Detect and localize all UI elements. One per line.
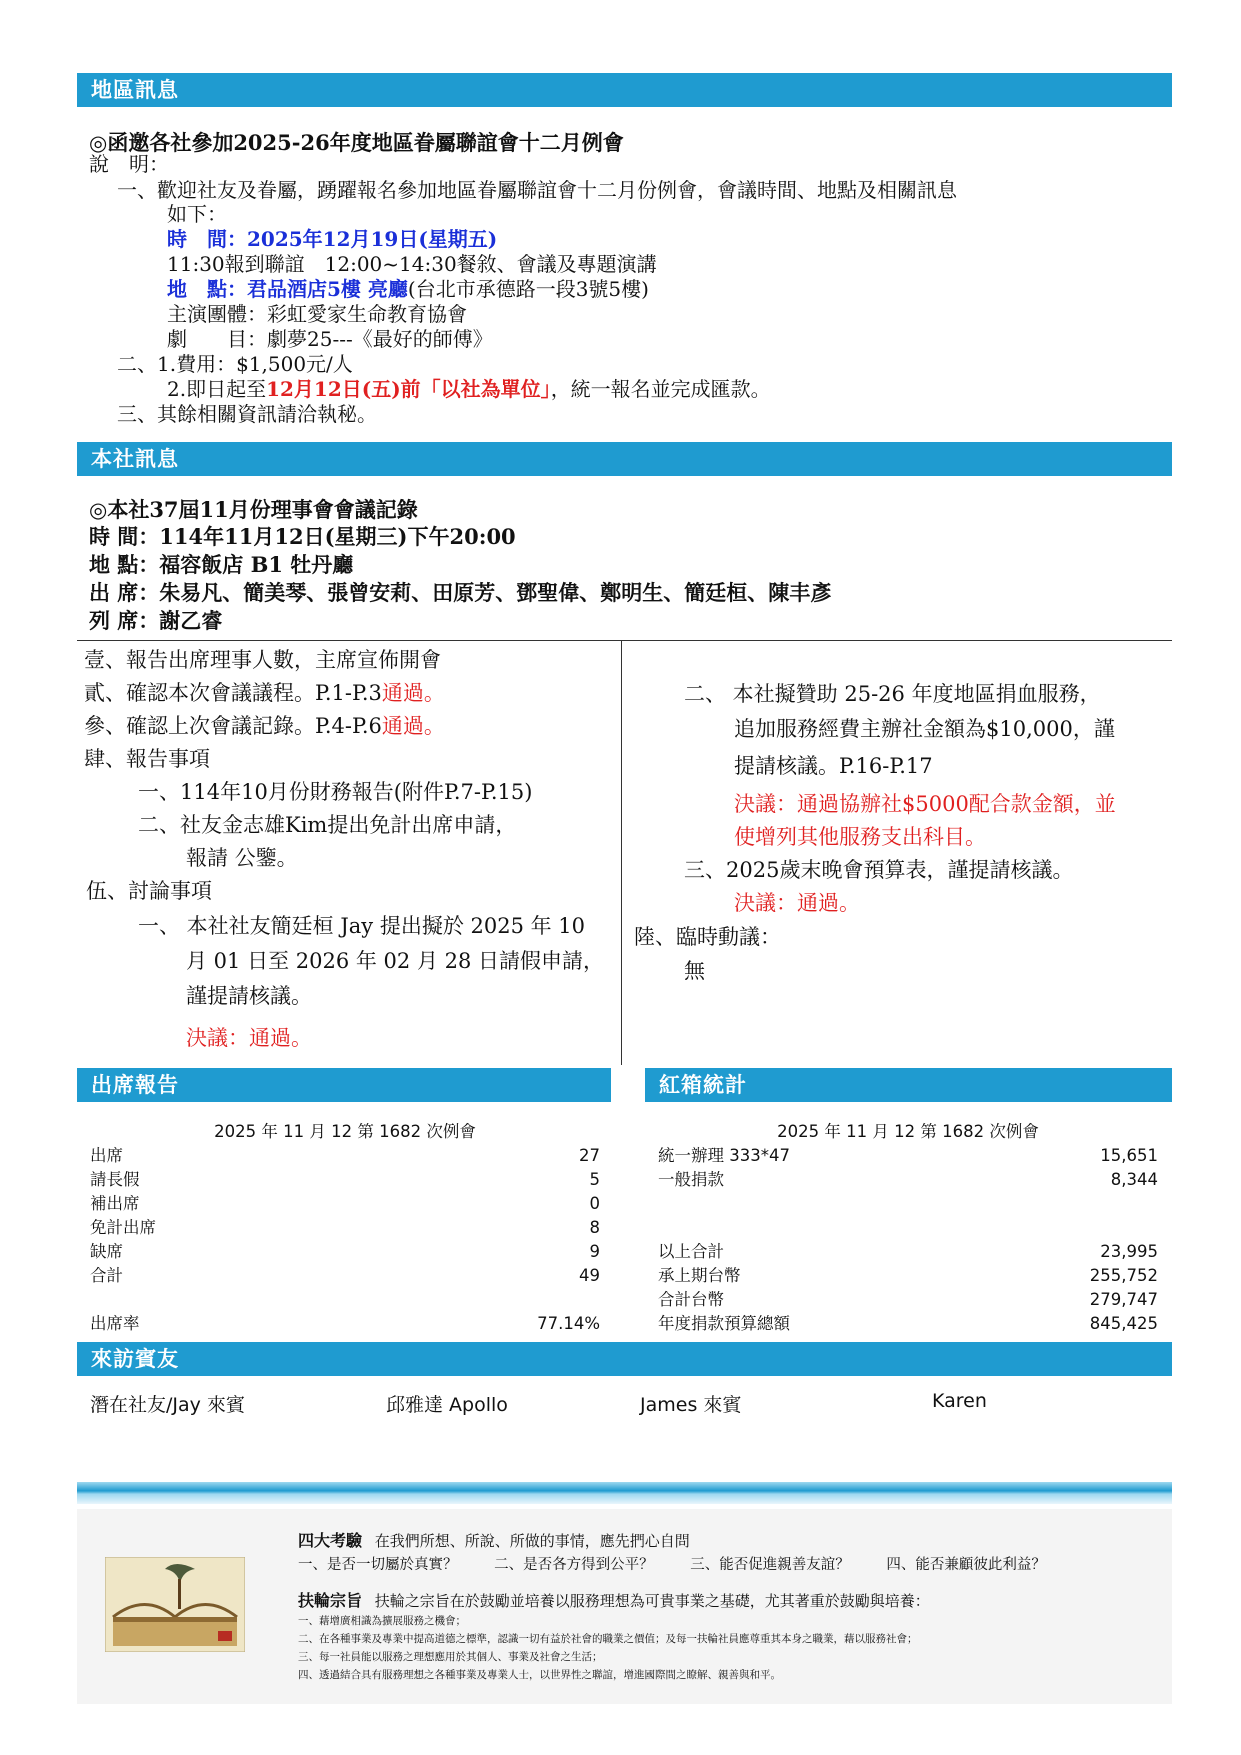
test-question: 三、能否促進親善友誼？ (690, 1557, 850, 1573)
attendance-row (90, 1168, 600, 1192)
row-label: 缺席 (90, 1242, 123, 1261)
redbox-row (658, 1168, 1158, 1192)
minutes-item-1: 壹、報告出席理事人數，主席宣佈開會 (84, 648, 441, 672)
row-label: 補出席 (90, 1194, 140, 1213)
four-way-test-line (298, 1528, 690, 1551)
redbox-row (658, 1288, 1158, 1312)
visitor-2: 邱雅達 Apollo (386, 1394, 508, 1416)
exemption-request-2: 報請 公鑒。 (186, 846, 298, 870)
blood-donation-item-2: 追加服務經費主辦社金額為$10,000，謹 (734, 717, 1115, 741)
meeting-venue (167, 276, 649, 302)
row-value: 77.14% (537, 1314, 600, 1333)
district-other: 三、其餘相關資訊請洽執秘。 (117, 402, 377, 426)
test-question: 二、是否各方得到公平？ (494, 1557, 654, 1573)
row-label: 出席 (90, 1146, 123, 1165)
observers: 列 席：謝乙睿 (89, 608, 223, 633)
troupe: 主演團體：彩虹愛家生命教育協會 (167, 302, 467, 326)
leave-resolution: 決議：通過。 (186, 1026, 312, 1050)
four-way-test-title: 四大考驗 (298, 1531, 363, 1550)
row-value: 0 (589, 1194, 600, 1213)
minutes-column-divider (621, 640, 622, 1065)
extempore-none: 無 (684, 959, 705, 983)
row-value: 15,651 (1100, 1146, 1158, 1165)
exemption-request: 二、社友金志雄Kim提出免計出席申請， (138, 813, 517, 837)
row-value: 27 (579, 1146, 600, 1165)
redbox-header: 紅箱統計 (645, 1068, 1172, 1102)
row-label: 以上合計 (658, 1242, 724, 1261)
redbox-row (658, 1264, 1158, 1288)
redbox-subtitle: 2025 年 11 月 12 第 1682 次例會 (777, 1122, 1039, 1141)
minutes-item-5: 伍、討論事項 (86, 879, 212, 903)
minutes-item-3-text: 參、確認上次會議記錄。P.4-P.6 (84, 714, 382, 738)
rotary-object-desc: 扶輪之宗旨在於鼓勵並培養以服務理想為可貴事業之基礎，尤其著重於鼓勵與培養： (374, 1592, 930, 1610)
redbox-row (658, 1240, 1158, 1264)
attendance-row (90, 1192, 600, 1216)
attendance-row (90, 1240, 600, 1264)
explain-label: 說 明： (89, 152, 169, 176)
footer-decorative-bar (77, 1482, 1172, 1504)
redbox-row (658, 1312, 1158, 1336)
row-value: 23,995 (1100, 1242, 1158, 1261)
blood-donation-resolution: 決議：通過協辦社$5000配合款金額，並 (734, 792, 1116, 816)
minutes-item-4: 肆、報告事項 (84, 747, 210, 771)
visitor-1: 潛在社友/Jay 來賓 (90, 1394, 245, 1416)
deadline-post: ，統一報名並完成匯款。 (550, 377, 771, 401)
row-label: 一般捐款 (658, 1170, 724, 1189)
deadline-date: 12月12日(五)前「以社為單位」 (266, 377, 551, 401)
district-section-header: 地區訊息 (77, 73, 1172, 107)
extempore-motions: 陸、臨時動議： (634, 925, 781, 949)
district-line1b: 如下： (167, 202, 227, 226)
visitor-3: James 來賓 (640, 1394, 742, 1416)
minutes-item-3 (84, 710, 445, 743)
meeting-time-detail: 11:30報到聯誼 12:00~14:30餐敘、會議及專題演講 (167, 252, 657, 276)
rotary-object-item: 一、藉增廣相識為擴展服務之機會； (298, 1615, 466, 1627)
attendance-row (90, 1144, 600, 1168)
rotary-object-title: 扶輪宗旨 (298, 1591, 363, 1610)
deadline-pre: 2.即日起至 (167, 377, 267, 401)
blood-donation-resolution-2: 使增列其他服務支出科目。 (734, 825, 986, 849)
blood-donation-item-3: 提請核議。P.16-P.17 (734, 754, 933, 778)
row-label: 免計出席 (90, 1218, 156, 1237)
year-end-party-resolution: 決議：通過。 (734, 891, 860, 915)
row-label: 承上期台幣 (658, 1266, 741, 1285)
attendance-row (90, 1216, 600, 1240)
row-value: 5 (589, 1170, 600, 1189)
row-value: 49 (579, 1266, 600, 1285)
leave-request-2: 月 01 日至 2026 年 02 月 28 日請假申請， (186, 949, 605, 973)
row-value: 279,747 (1089, 1290, 1158, 1309)
attendees: 出 席：朱易凡、簡美琴、張曾安莉、田原芳、鄧聖偉、鄭明生、簡廷桓、陳丰彥 (89, 580, 832, 605)
row-label: 合計 (90, 1266, 123, 1285)
row-label: 年度捐款預算總額 (658, 1314, 790, 1333)
four-way-test-questions (298, 1553, 1046, 1574)
minutes-item-3-result: 通過。 (381, 714, 445, 738)
footer-illustration (105, 1557, 245, 1652)
blood-donation-item: 二、 本社擬贊助 25-26 年度地區捐血服務， (684, 682, 1101, 706)
attendance-row (90, 1264, 600, 1288)
redbox-table (658, 1116, 1158, 1336)
club-section-header: 本社訊息 (77, 442, 1172, 476)
row-label: 出席率 (90, 1314, 140, 1333)
district-line1: 一、歡迎社友及眷屬，踴躍報名參加地區眷屬聯誼會十二月份例會，會議時間、地點及相關訊息 (117, 178, 957, 202)
visitors-header: 來訪賓友 (77, 1342, 1172, 1376)
redbox-row (658, 1144, 1158, 1168)
fee: 二、1.費用：$1,500元/人 (117, 352, 353, 376)
row-value: 8,344 (1110, 1170, 1158, 1189)
attendance-subtitle: 2025 年 11 月 12 第 1682 次例會 (214, 1122, 476, 1141)
leave-request: 一、 本社社友簡廷桓 Jay 提出擬於 2025 年 10 (138, 914, 586, 938)
meeting-time: 時 間：2025年12月19日(星期五) (167, 227, 498, 251)
minutes-item-2-text: 貳、確認本次會議議程。P.1-P.3 (84, 681, 382, 705)
minutes-item-2 (84, 677, 445, 710)
attendance-header: 出席報告 (77, 1068, 611, 1102)
row-label: 請長假 (90, 1170, 140, 1189)
play-title: 劇 目：劇夢25---《最好的師傅》 (167, 327, 493, 351)
row-label: 合計台幣 (658, 1290, 724, 1309)
venue-name: 地 點：君品酒店5樓 亮廳 (167, 277, 408, 301)
year-end-party-item: 三、2025歲末晚會預算表，謹提請核議。 (684, 858, 1074, 882)
finance-report: 一、114年10月份財務報告(附件P.7-P.15) (138, 780, 533, 804)
test-question: 一、是否一切屬於真實？ (298, 1557, 458, 1573)
attendance-table (90, 1116, 600, 1336)
row-value: 8 (589, 1218, 600, 1237)
rotary-object-item: 三、每一社員能以服務之理想應用於其個人、事業及社會之生活； (298, 1651, 603, 1663)
club-minutes-title: ◎本社37屆11月份理事會會議記錄 (89, 497, 418, 522)
minutes-item-2-result: 通過。 (381, 681, 445, 705)
venue-address: (台北市承德路一段3號5樓) (407, 277, 649, 301)
visitor-4: Karen (932, 1390, 987, 1412)
meeting-time-club: 時 間：114年11月12日(星期三)下午20:00 (89, 524, 516, 549)
row-label: 統一辦理 333*47 (658, 1146, 790, 1165)
district-notice-title: ◎函邀各社參加2025-26年度地區眷屬聯誼會十二月例會 (89, 130, 624, 155)
leave-request-3: 謹提請核議。 (186, 984, 312, 1008)
test-question: 四、能否兼顧彼此利益？ (886, 1557, 1046, 1573)
rotary-object-line (298, 1588, 930, 1611)
rotary-object-item: 二、在各種事業及專業中提高道德之標準，認識一切有益於社會的職業之價值；及每一扶輪社員應尊重其本身之職業，藉以服務社會； (298, 1633, 918, 1645)
meeting-place-club: 地 點：福容飯店 B1 牡丹廳 (89, 552, 354, 577)
four-way-test-desc: 在我們所想、所說、所做的事情，應先捫心自問 (374, 1532, 690, 1550)
attendance-row (90, 1312, 600, 1336)
deadline (167, 376, 771, 402)
row-value: 9 (589, 1242, 600, 1261)
row-value: 845,425 (1089, 1314, 1158, 1333)
rotary-object-item: 四、透過結合具有服務理想之各種事業及專業人士，以世界性之聯誼，增進國際間之瞭解、親善與和平。 (298, 1669, 781, 1681)
minutes-top-divider (77, 640, 1172, 641)
row-value: 255,752 (1089, 1266, 1158, 1285)
rotary-object-list (298, 1612, 918, 1684)
